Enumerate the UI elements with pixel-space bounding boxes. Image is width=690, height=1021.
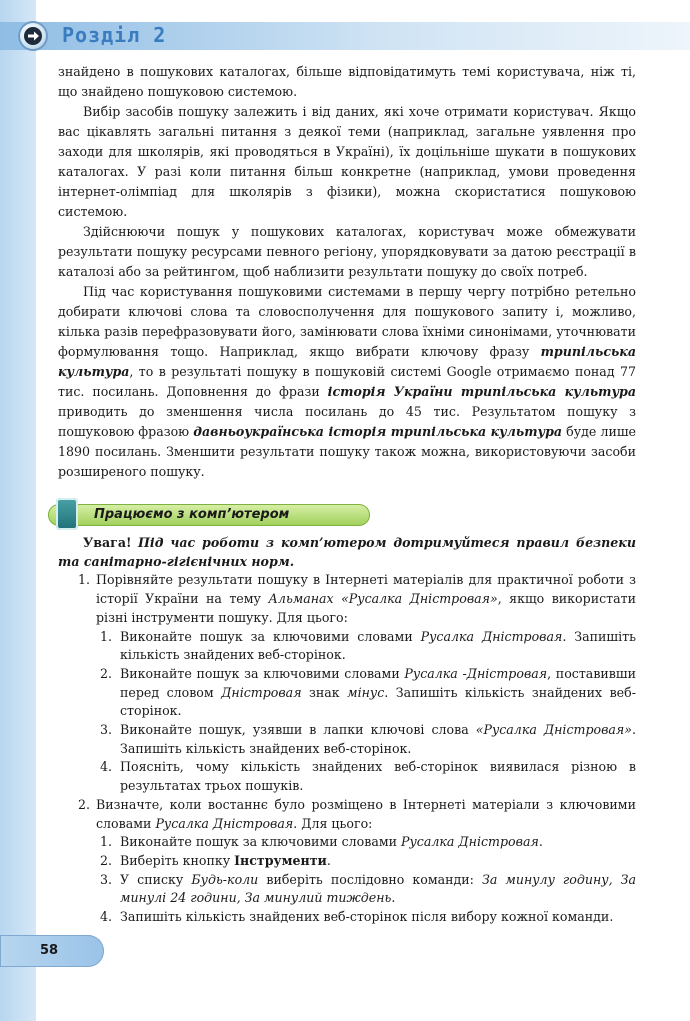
computer-icon <box>56 498 78 530</box>
section-title: Працюємо з комп’ютером <box>94 507 290 522</box>
subtask-item: 3. У списку Будь-коли виберіть послідовно команди: За минулу годину, За минулі 24 години, За минулий тиждень. <box>100 871 636 906</box>
tasks <box>58 534 636 927</box>
paragraph: знайдено в пошукових каталогах, більше відповідатимуть темі користувача, ніж ті, що знайдено пошуковою системою. <box>58 64 636 99</box>
task-item: 2. Визначте, коли востаннє було розміщено в Інтернеті матеріали з ключовими словами Русалка Дністровая. Для цього: <box>78 796 636 831</box>
arrow-right-icon <box>18 21 48 51</box>
keyword: давньоукраїнська історія трипільська культура <box>193 424 563 439</box>
paragraph: Під час користування пошуковими системами в першу чергу потрібно ретельно добирати ключові слова та словосполучення для пошукового запиту і, можливо, кілька разів перефразовувати його, замінювати слова їхніми синонімами, уточнювати формулювання тощо. Наприклад, якщо вибрати ключову фразу трипільська культура, то в результаті пошуку в пошуковій системі Google отримаємо понад 77 тис. посилань. Доповнення до фрази історія України трипільська культура приводить до зменшення числа посилань до 45 тис. Результатом пошуку з пошуковою фразою давньоукраїнська історія трипільська культура буде лише 1890 посилань. Зменшити результати пошуку також можна, використовуючи засоби розширеного пошуку. <box>58 284 636 479</box>
chapter-title: Розділ 2 <box>62 23 167 47</box>
paragraph: Вибір засобів пошуку залежить і від даних, які хоче отримати користувач. Якщо вас цікавлять загальні питання з деякої теми (наприклад, загальне уявлення про заходи для школярів, які проводяться в Україні), їх доцільніше шукати в пошукових каталогах. У разі коли питання більш конкретне (наприклад, умови проведення інтернет-олімпіад для школярів з фізики), можна скористатися пошуковою системою. <box>58 104 636 219</box>
subtask-item: 1. Виконайте пошук за ключовими словами Русалка Дністровая. Запишіть кількість знайдених веб-сторінок. <box>100 628 636 663</box>
subtask-item: 4. Поясніть, чому кількість знайдених веб-сторінок виявилася різною в результатах трьох пошуків. <box>100 759 636 794</box>
subtask-item: 3. Виконайте пошук, узявши в лапки ключові слова «Русалка Дністровая». Запишіть кількість знайдених веб-сторінок. <box>100 722 636 756</box>
paragraph: Здійснюючи пошук у пошукових каталогах, користувач може обмежувати результати пошуку ресурсами певного регіону, упорядковувати за датою реєстрації в каталозі або за рейтингом, щоб наблизити результати пошуку до своїх потреб. <box>58 224 636 279</box>
warning: Увага! Під час роботи з комп’ютером дотримуйтеся правил безпеки та санітарно-гігієнічних норм. <box>58 535 636 569</box>
subtask-item: 1. Виконайте пошук за ключовими словами Русалка Дністровая. <box>100 834 543 850</box>
body-text <box>58 62 636 482</box>
keyword: трипільська культура <box>58 344 636 379</box>
subtask-item: 4. Запишіть кількість знайдених веб-сторінок після вибору кожної команди. <box>100 909 614 925</box>
task-item: 1. Порівняйте результати пошуку в Інтернеті матеріалів для практичної роботи з історії України на тему Альманах «Русалка Дністровая», якщо використати різні інструменти пошуку. Для цього: <box>78 572 636 625</box>
subtask-item: 2. Виконайте пошук за ключовими словами Русалка -Дністровая, поставивши перед словом Дністровая знак мінус. Запишіть кількість знайдених веб-сторінок. <box>100 665 636 719</box>
page-number: 58 <box>40 943 59 958</box>
subtask-item: 2. Виберіть кнопку Інструменти. <box>100 852 331 868</box>
keyword: історія України трипільська культура <box>327 384 636 399</box>
left-margin-band <box>0 0 36 1021</box>
